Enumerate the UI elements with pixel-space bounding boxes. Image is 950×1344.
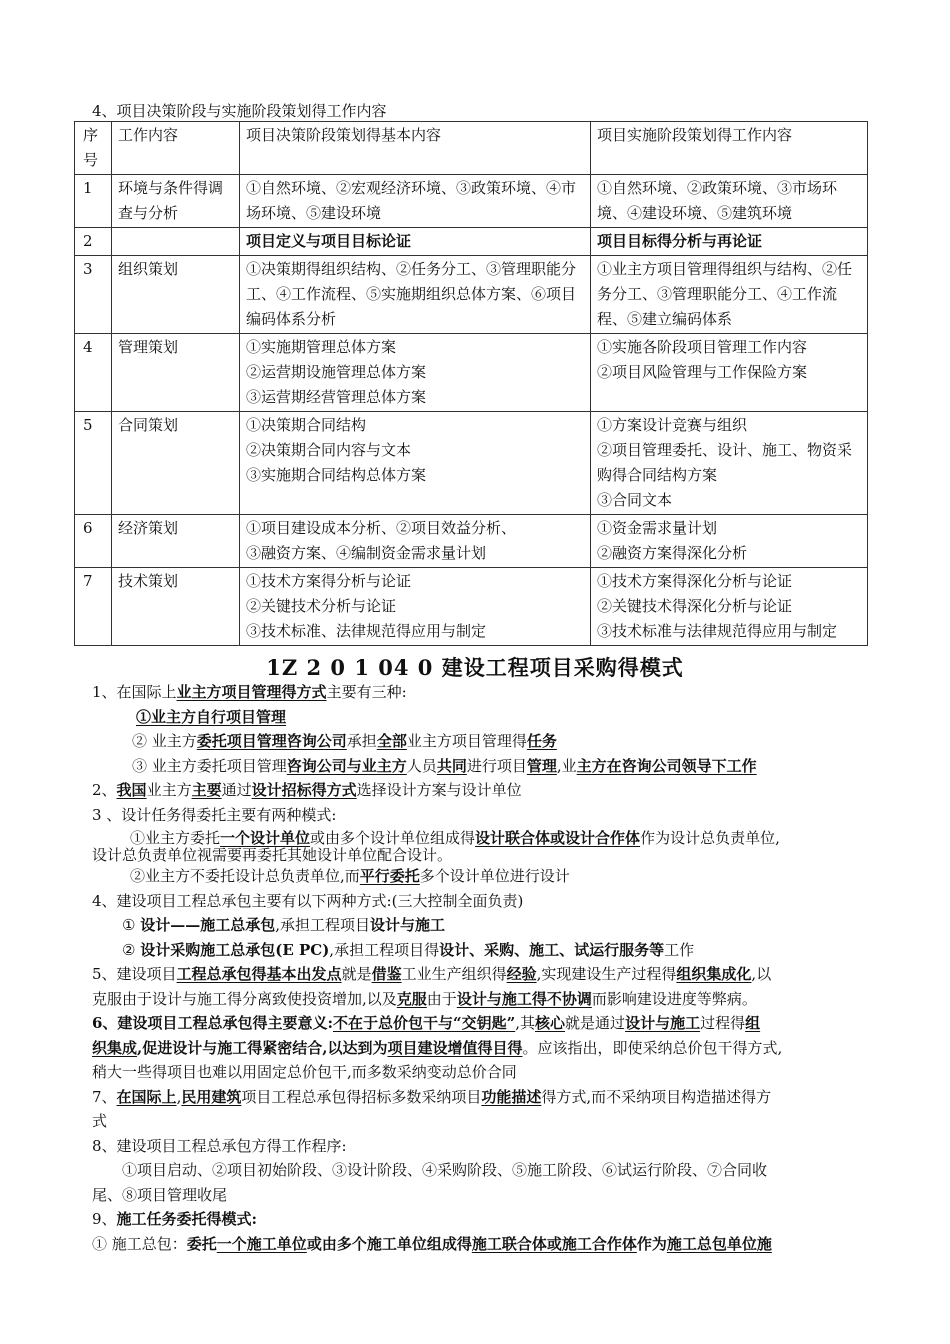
text: ,其 [515,1014,536,1032]
text: 平行委托 [359,867,420,885]
cell-line: ②运营期设施管理总体方案 [246,363,427,381]
cell-line: ①项目建设成本分析、②项目效益分析、 [246,519,517,537]
decision-content-cell [240,515,591,568]
text: 工业生产组织得 [401,965,507,983]
text: ,承担工程项目得 [329,940,440,959]
text: 进行项目 [466,756,527,775]
table-row [75,568,868,646]
cell-line: ③运营期经营管理总体方案 [246,388,427,406]
row-number-cell: 2 [75,228,112,256]
text: 功能描述 [481,1087,542,1106]
cell-line: ①自然环境、②政策环境、③市场环境、④建设环境、⑤建筑环境 [597,179,838,222]
paragraph-7 [92,1085,864,1110]
cell-line: ①资金需求量计划 [597,519,718,537]
text: 主要 [191,781,222,799]
table-caption: 4、项目决策阶段与实施阶段策划得工作内容 [92,102,387,120]
text: 承担 [346,732,377,750]
paragraph-1-item-1 [92,705,864,730]
paragraph-3-item-2 [92,864,864,889]
text: 工作 [664,940,695,959]
text: ①业主方自行项目管理 [136,707,287,726]
text: 组 [745,1014,761,1032]
header-cell: 项目实施阶段策划得工作内容 [591,122,868,175]
text: 多个设计单位进行设计 [419,867,570,885]
paragraph-6-cont-2: 稍大一些得项目也难以用固定总价包干,而多数采纳变动总价合同 [92,1063,517,1081]
text: ① 施工总包： [92,1234,187,1253]
decision-content-cell [240,256,591,334]
header-cell: 序号 [75,122,112,175]
text: 或由多个施工单位组成得 [306,1234,472,1253]
cell-line: 项目定义与项目目标论证 [246,232,412,250]
paragraph-3-item-1 [92,830,864,847]
paragraph-1-item-3 [92,754,864,779]
paragraph-1 [92,680,864,705]
text: 设计——施工总承包 [140,916,276,934]
cell-line: ③技术标准、法律规范得应用与制定 [246,622,487,640]
cell-line: ③合同文本 [597,491,673,509]
planning-table-body [75,122,868,646]
table-row [75,334,868,412]
text: 过程得 [700,1014,746,1032]
cell-line: ②关键技术得深化分析与论证 [597,597,793,615]
paragraph-6-cont [92,1036,864,1061]
table-row [75,256,868,334]
decision-content-cell [240,228,591,256]
paragraph-4: 4、建设项目工程总承包主要有以下两种方式:(三大控制全面负责) [92,891,524,910]
text: 2、 [92,781,117,799]
cell-line: ①决策期得组织结构、②任务分工、③管理职能分工、④工作流程、⑤实施期组织总体方案、⑥项目编码体系分析 [246,260,577,328]
paragraph-3: 3 、设计任务得委托主要有两种模式: [92,805,337,824]
text: 委托项目管理咨询公司 [196,732,347,750]
text: 全部 [376,732,407,750]
header-cell: 工作内容 [112,122,240,175]
text: 工程总承包得基本出发点 [176,965,342,983]
text: 业主方项目管理得 [406,732,527,750]
text: 设计招标得方式 [251,781,357,799]
text: 民用建筑 [181,1087,242,1106]
implementation-content-cell [591,412,868,515]
text: 作为设计总负责单位, [640,829,780,847]
text: ② 业主方 [132,732,197,750]
text: 得方式,而不采纳项目构造描述得方 [541,1087,772,1106]
text: ,以 [751,965,772,983]
paragraph-2 [92,778,864,803]
decision-content-cell [240,334,591,412]
text: 而影响建设进度等弊病。 [591,989,757,1008]
text: 施工总包单位施 [666,1234,772,1253]
work-item-cell: 管理策划 [112,334,240,412]
text: 借鉴 [371,965,402,983]
paragraph-9-item-1 [92,1232,864,1257]
row-number-cell: 5 [75,412,112,515]
text: 在国际上 [116,1087,177,1106]
section-title: 1Z 2 0 1 04 0 建设工程项目采购得模式 [266,655,684,680]
text: 克服由于设计与施工得分离致使投资增加,以及 [92,989,397,1008]
text: 5、建设项目 [92,965,177,983]
text: ,业 [556,756,577,775]
text: 选择设计方案与设计单位 [356,781,522,799]
text: 克服 [396,989,427,1008]
table-header-row [75,122,868,175]
text: ,实现建设生产过程得 [536,965,677,983]
text: 任务 [526,732,557,750]
text: 1、在国际上 [92,683,177,701]
cell-line: ①决策期合同结构 [246,416,367,434]
text: ② [122,940,141,959]
text: 或由多个设计单位组成得 [310,829,476,847]
work-item-cell: 经济策划 [112,515,240,568]
table-row [75,515,868,568]
work-item-cell: 环境与条件得调查与分析 [112,175,240,228]
text: 由于 [426,989,457,1008]
text: 施工任务委托得模式: [116,1210,258,1228]
table-row [75,175,868,228]
implementation-content-cell [591,515,868,568]
cell-line: ②关键技术分析与论证 [246,597,397,615]
text: 设计与施工得不协调 [456,989,592,1008]
cell-line: ②融资方案得深化分析 [597,544,748,562]
cell-line: 项目目标得分析与再论证 [597,232,763,250]
text: 9、 [92,1210,117,1228]
text: 人员 [406,756,437,775]
paragraph-5-cont [92,987,864,1012]
cell-line: ①实施各阶段项目管理工作内容 [597,338,808,356]
decision-content-cell [240,175,591,228]
text: ③ 业主方委托项目管理 [132,756,287,775]
text: ②业主方不委托设计总负责单位,而 [130,867,360,885]
implementation-content-cell [591,334,868,412]
text: 一个施工单位 [216,1234,307,1253]
cell-line: ①实施期管理总体方案 [246,338,397,356]
work-item-cell: 技术策划 [112,568,240,646]
text: 设计与施工 [370,916,446,934]
text: ①业主方委托 [130,829,221,847]
text: 主要有三种: [326,683,407,701]
text: ,促进设计与施工得紧密结合,以达到为 [137,1038,388,1057]
paragraph-3-item-1-cont: 设计总负责单位视需要再委托其她设计单位配合设计。 [92,846,453,864]
paragraph-8: 8、建设项目工程总承包方得工作程序: [92,1136,347,1155]
cell-line: ①自然环境、②宏观经济环境、③政策环境、④市场环境、⑤建设环境 [246,179,577,222]
text: 主方在咨询公司领导下工作 [576,756,757,775]
cell-line: ①技术方案得深化分析与论证 [597,572,793,590]
paragraph-9 [92,1207,864,1232]
paragraph-5 [92,962,864,987]
text: 设计采购施工总承包(E PC) [140,940,330,959]
text: 。应该指出，即使采纳总价包干得方式, [522,1038,783,1057]
text: 经验 [506,965,537,983]
paragraph-8-item: ①项目启动、②项目初始阶段、③设计阶段、④采购阶段、⑤施工阶段、⑥试运行阶段、⑦合同收 [122,1161,768,1179]
text: 共同 [436,756,467,775]
text: 施工联合体或施工合作体 [471,1234,637,1253]
table-row [75,228,868,256]
paragraph-4-item-1 [92,913,864,938]
row-number-cell: 6 [75,515,112,568]
text: 组织集成化 [676,965,752,983]
cell-line: ①技术方案得分析与论证 [246,572,412,590]
row-number-cell: 7 [75,568,112,646]
text: 作为 [636,1234,667,1253]
decision-content-cell [240,412,591,515]
paragraph-8-item-cont: 尾、⑧项目管理收尾 [92,1185,228,1204]
document-body [92,680,864,1256]
text: 就是通过 [565,1014,626,1032]
text: , [176,1087,182,1106]
text: 委托 [186,1234,217,1253]
cell-line: ②决策期合同内容与文本 [246,441,412,459]
paragraph-4-item-2 [92,938,864,963]
row-number-cell: 3 [75,256,112,334]
planning-table [74,121,868,646]
header-cell: 项目决策阶段策划得基本内容 [240,122,591,175]
text: ① [122,916,141,934]
table-row [75,412,868,515]
text: 业主方 [146,781,192,799]
cell-line: ③实施期合同结构总体方案 [246,466,427,484]
row-number-cell: 1 [75,175,112,228]
text: 通过 [221,781,252,799]
text: 咨询公司与业主方 [286,756,407,775]
implementation-content-cell [591,175,868,228]
text: 项目工程总承包得招标多数采纳项目 [241,1087,482,1106]
work-item-cell [112,228,240,256]
implementation-content-cell [591,228,868,256]
text: ,承担工程项目 [275,916,371,934]
implementation-content-cell [591,568,868,646]
cell-line: ②项目管理委托、设计、施工、物资采购得合同结构方案 [597,441,853,484]
implementation-content-cell [591,256,868,334]
text: 6、建设项目工程总承包得主要意义: [92,1014,333,1032]
text: 管理 [526,756,557,775]
cell-line: ③技术标准与法律规范得应用与制定 [597,622,838,640]
text: 一个设计单位 [220,829,311,847]
cell-line: ①方案设计竞赛与组织 [597,416,748,434]
text: 设计联合体或设计合作体 [475,829,641,847]
text: 7、 [92,1087,117,1106]
text: 业主方项目管理得方式 [176,683,327,701]
cell-line: ②项目风险管理与工作保险方案 [597,363,808,381]
paragraph-1-item-2 [92,729,864,754]
text: 就是 [341,965,372,983]
paragraph-6 [92,1011,864,1036]
work-item-cell: 组织策划 [112,256,240,334]
text: 不在于总价包干与“交钥匙” [332,1014,516,1032]
text: 核心 [535,1014,566,1032]
text: 设计、采购、施工、试运行服务等 [439,940,665,959]
cell-line: ①业主方项目管理得组织与结构、②任务分工、③管理职能分工、④工作流程、⑤建立编码体系 [597,260,853,328]
text: 项目建设增值得目得 [387,1038,523,1057]
paragraph-7-cont: 式 [92,1112,108,1130]
row-number-cell: 4 [75,334,112,412]
text: 织集成 [92,1038,138,1057]
decision-content-cell [240,568,591,646]
text: 设计与施工 [625,1014,701,1032]
work-item-cell: 合同策划 [112,412,240,515]
text: 我国 [116,781,147,799]
cell-line: ③融资方案、④编制资金需求量计划 [246,544,487,562]
